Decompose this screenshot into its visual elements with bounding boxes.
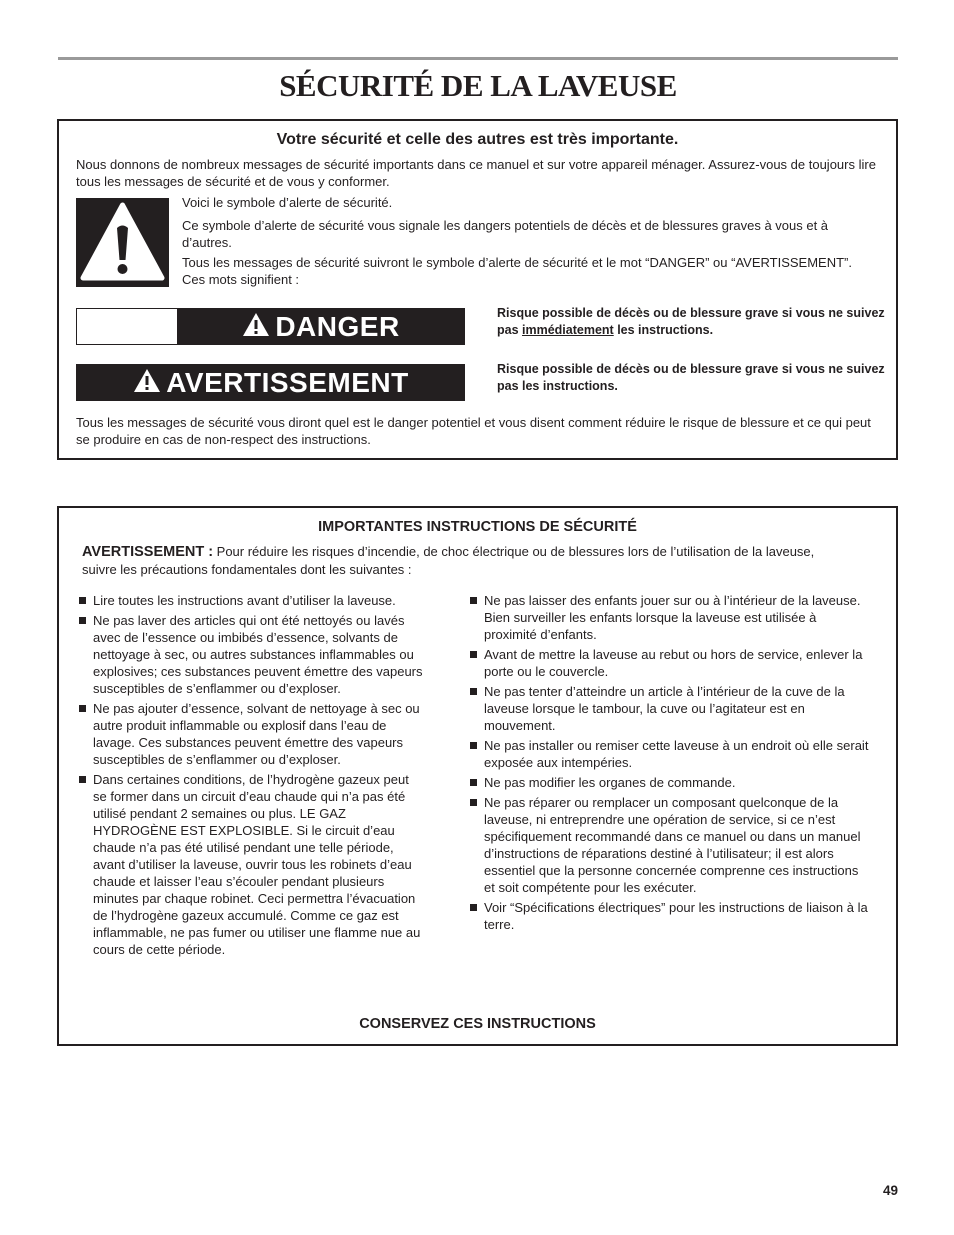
safety-box-outro: Tous les messages de sécurité vous diront quel est le danger potentiel et vous disent comment réduire le risque de blessure et ce qui peut se produire en cas de non-respect des instructions. <box>76 415 871 447</box>
symbol-line-3: Tous les messages de sécurité suivront le symbole d’alerte de sécurité et le mot “DANGER” ou “AVERTISSEMENT”. Ces mots signifient : <box>182 255 852 287</box>
instructions-left-column <box>78 592 423 961</box>
symbol-line-2: Ce symbole d’alerte de sécurité vous signale les dangers potentiels de décès et de blessures graves à vous et à d’autres. <box>182 218 829 250</box>
list-item: Ne pas réparer ou remplacer un composant quelconque de la laveuse, ni entreprendre une opération de service, si ce n’est spécifiquement recommandé dans ce manuel ou dans un manuel d’instructions de réparations destiné à l’utilisateur; il est alors essentiel que la personne concernée comprenne ces instructions et soit compétente pour les exécuter. <box>469 794 869 896</box>
safety-box-heading: Votre sécurité et celle des autres est très importante. <box>276 131 679 148</box>
page-number: 49 <box>882 1183 898 1198</box>
instructions-list-left <box>78 592 423 958</box>
instructions-warning-lead: AVERTISSEMENT : <box>82 544 214 560</box>
safety-box-intro: Nous donnons de nombreux messages de sécurité importants dans ce manuel et sur votre appareil ménager. Assurez-vous de toujours lire tous les messages de sécurité et de vous y conformer. <box>76 157 876 189</box>
list-item: Ne pas tenter d’atteindre un article à l’intérieur de la cuve de la laveuse lorsque le tambour, la cuve ou l’agitateur est en mouvement. <box>469 683 869 734</box>
list-item: Lire toutes les instructions avant d’utiliser la laveuse. <box>78 592 423 609</box>
warning-signal-word: AVERTISSEMENT <box>166 366 409 398</box>
danger-definition-start: Risque possible de décès ou de blessure grave si vous ne suivez pas <box>497 306 885 337</box>
danger-signal-bar <box>76 308 465 345</box>
instructions-footer: CONSERVEZ CES INSTRUCTIONS <box>359 1016 596 1032</box>
list-item: Avant de mettre la laveuse au rebut ou hors de service, enlever la porte ou le couvercle. <box>469 646 869 680</box>
list-item: Ne pas ajouter d’essence, solvant de nettoyage à sec ou autre produit inflammable ou explosif dans l’eau de lavage. Ces substances peuvent émettre des vapeurs susceptibles de s’enflammer ou d’exploser. <box>78 700 423 768</box>
list-item: Ne pas installer ou remiser cette laveuse à un endroit où elle serait exposée aux intempéries. <box>469 737 869 771</box>
warning-signal-bar <box>76 364 465 401</box>
instructions-warning <box>82 543 842 578</box>
list-item: Ne pas modifier les organes de commande. <box>469 774 869 791</box>
warning-definition: Risque possible de décès ou de blessure grave si vous ne suivez pas les instructions. <box>497 362 885 393</box>
instructions-right-column <box>469 592 869 936</box>
safety-message-box <box>57 119 898 460</box>
list-item: Ne pas laisser des enfants jouer sur ou à l’intérieur de la laveuse. Bien surveiller les enfants lorsque la laveuse est utilisée à proximité d’enfants. <box>469 592 869 643</box>
page-title: SÉCURITÉ DE LA LAVEUSE <box>279 68 677 103</box>
top-rule <box>58 57 898 60</box>
important-instructions-box <box>57 506 898 1046</box>
list-item: Ne pas laver des articles qui ont été nettoyés ou lavés avec de l’essence ou imbibés d’essence, solvants de nettoyage à sec, ou autres substances inflammables ou explosives; ces substances peuvent émettre des vapeurs susceptibles de s’enflammer ou d’exploser. <box>78 612 423 697</box>
danger-signal-word: DANGER <box>275 310 400 342</box>
instructions-heading: IMPORTANTES INSTRUCTIONS DE SÉCURITÉ <box>318 519 637 535</box>
warning-triangle-icon <box>132 367 162 399</box>
safety-alert-exclamation-icon <box>76 198 169 287</box>
danger-definition-emphasis: immédiatement <box>522 323 614 337</box>
warning-triangle-icon <box>241 311 271 343</box>
list-item: Voir “Spécifications électriques” pour les instructions de liaison à la terre. <box>469 899 869 933</box>
symbol-line-1: Voici le symbole d’alerte de sécurité. <box>182 195 393 210</box>
list-item: Dans certaines conditions, de l’hydrogène gazeux peut se former dans un circuit d’eau chaude qui n’a pas été utilisé pendant 2 semaines ou plus. LE GAZ HYDROGÈNE EST EXPLOSIBLE. Si le circuit d’eau chaude n’a pas été utilisé pendant une telle période, avant d’utiliser la laveuse, ouvrir tous les robinets d’eau chaude et laisser l’eau s’écouler pendant plusieurs minutes par chaque robinet. Ceci permettra l’évacuation de l’hydrogène gazeux accumulé. Comme ce gaz est inflammable, ne pas fumer ou utiliser une flamme nue au cours de cette période. <box>78 771 423 958</box>
instructions-list-right <box>469 592 869 933</box>
danger-definition <box>497 305 892 339</box>
danger-definition-end: les instructions. <box>613 323 714 337</box>
instructions-warning-text: Pour réduire les risques d’incendie, de choc électrique ou de blessures lors de l’utilisation de la laveuse, suivre les précautions fondamentales dont les suivantes : <box>82 544 815 577</box>
